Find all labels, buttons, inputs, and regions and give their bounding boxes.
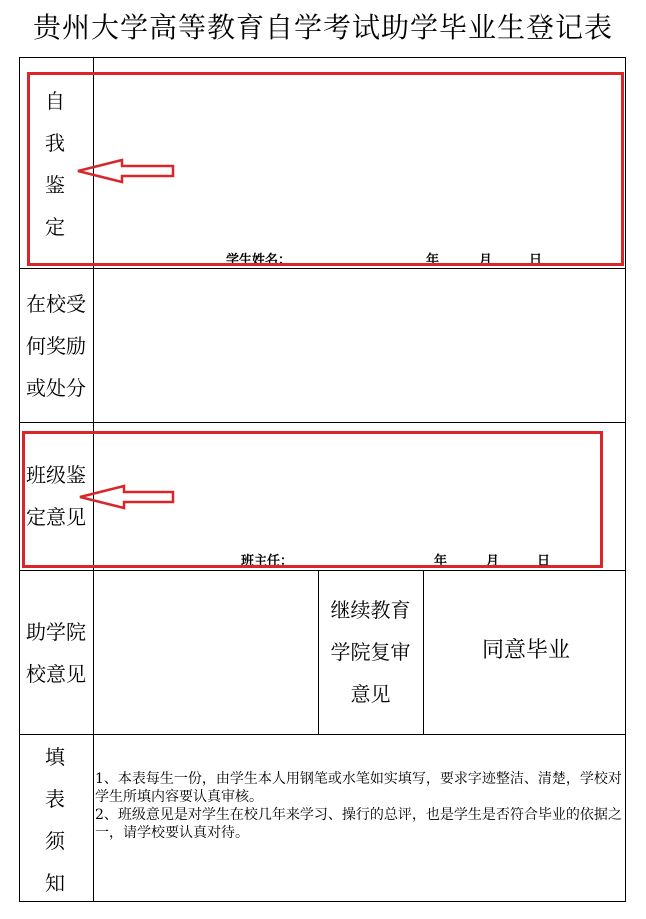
label-char: 表 xyxy=(45,787,65,811)
school-opinion-label xyxy=(19,611,93,695)
class-teacher-label: 班主任： xyxy=(241,554,294,569)
label-line: 或处分 xyxy=(26,376,86,400)
label-line: 意见 xyxy=(350,682,391,706)
day-label: 日 xyxy=(537,554,551,569)
row-divider xyxy=(19,268,626,269)
label-char: 知 xyxy=(45,871,65,895)
month-label: 月 xyxy=(479,253,493,268)
label-char: 我 xyxy=(45,131,65,155)
form-title: 贵州大学高等教育自学考试助学毕业生登记表 xyxy=(32,11,613,44)
left-arrow-icon xyxy=(76,158,176,184)
note-item: 2、班级意见是对学生在校几年来学习、操行的总评，也是学生是否符合毕业的依据之一，请学校要认真对待。 xyxy=(95,807,622,841)
label-line: 在校受 xyxy=(26,292,86,316)
row-divider xyxy=(19,734,626,735)
label-char: 须 xyxy=(45,829,65,853)
label-line: 定意见 xyxy=(26,505,86,529)
awards-label xyxy=(19,283,93,409)
year-label: 年 xyxy=(426,253,440,268)
instructions-notes xyxy=(95,770,627,842)
month-label: 月 xyxy=(486,554,500,569)
label-line: 班级鉴 xyxy=(26,463,86,487)
label-line: 学院复审 xyxy=(330,640,411,664)
label-char: 自 xyxy=(45,89,65,113)
label-char: 鉴 xyxy=(45,173,65,197)
year-label: 年 xyxy=(434,554,448,569)
column-divider xyxy=(423,570,424,734)
label-line: 继续教育 xyxy=(330,598,411,622)
row-divider xyxy=(19,570,626,571)
label-char: 填 xyxy=(45,745,65,769)
label-char: 定 xyxy=(45,215,65,239)
student-name-label: 学生姓名： xyxy=(226,253,292,268)
review-label xyxy=(318,589,423,715)
day-label: 日 xyxy=(529,253,543,268)
review-result: 同意毕业 xyxy=(482,638,571,663)
left-arrow-icon xyxy=(78,484,176,510)
label-line: 何奖励 xyxy=(26,334,86,358)
instructions-label xyxy=(25,736,85,904)
note-item: 1、本表每生一份，由学生本人用钢笔或水笔如实填写，要求字迹整洁、清楚，学校对学生所填内容要认真审核。 xyxy=(95,771,622,805)
label-line: 助学院 xyxy=(26,620,86,644)
row-divider xyxy=(19,422,626,423)
label-line: 校意见 xyxy=(26,662,86,686)
